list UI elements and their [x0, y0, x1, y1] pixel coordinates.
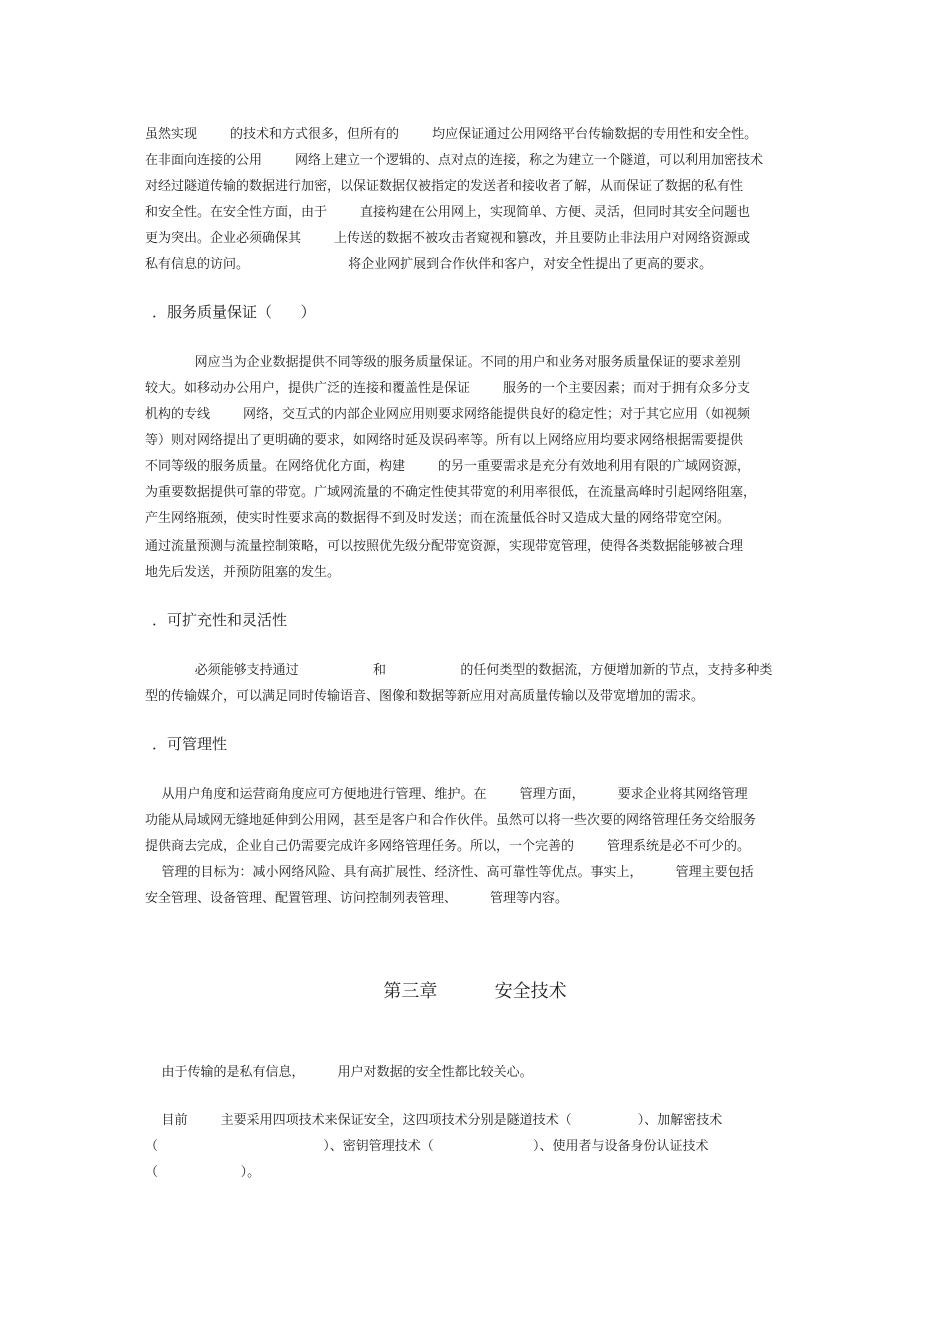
paragraph-line: 功能从局域网无缝地延伸到公用网，甚至是客户和合作伙伴。虽然可以将一些次要的网络管理任务交给服务	[145, 813, 757, 828]
paragraph-line: 地先后发送，并预防阻塞的发生。	[145, 565, 341, 580]
paragraph-line: （ ）。	[145, 1165, 261, 1180]
paragraph-line: 较大。如移动办公用户，提供广泛的连接和覆盖性是保证 服务的一个主要因素；而对于拥有众多分支	[145, 381, 751, 396]
chapter-title: 第三章 安全技术	[383, 981, 567, 1002]
paragraph-line: 更为突出。企业必须确保其 上传送的数据不被攻击者窥视和篡改，并且要防止非法用户对网络资源或	[145, 231, 751, 246]
paragraph-line: 私有信息的访问。 将企业网扩展到合作伙伴和客户，对安全性提出了更高的要求。	[145, 257, 713, 272]
paragraph-line: 提供商去完成，企业自己仍需要完成许多网络管理任务。所以，一个完善的 管理系统是必不可少的。	[145, 839, 751, 854]
paragraph-line: 为重要数据提供可靠的带宽。广域网流量的不确定性使其带宽的利用率很低，在流量高峰时引起网络阻塞，	[145, 485, 757, 500]
paragraph-line: 产生网络瓶颈，使实时性要求高的数据得不到及时发送；而在流量低谷时又造成大量的网络带宽空闲。	[145, 511, 731, 526]
paragraph-line: 安全管理、设备管理、配置管理、访问控制列表管理、 管理等内容。	[145, 891, 569, 906]
paragraph-line: 机构的专线 网络，交互式的内部企业网应用则要求网络能提供良好的稳定性；对于其它应用（如视频	[145, 407, 751, 422]
paragraph-line: 目前 主要采用四项技术来保证安全，这四项技术分别是隧道技术（ ）、加解密技术	[145, 1113, 723, 1128]
section-heading-qos: ．服务质量保证（ ）	[152, 303, 316, 321]
paragraph-line: 型的传输媒介，可以满足同时传输语音、图像和数据等新应用对高质量传输以及带宽增加的需求。	[145, 689, 705, 704]
paragraph-line: （ ）、密钥管理技术（ ）、使用者与设备身份认证技术	[145, 1139, 709, 1154]
paragraph-line: 网应当为企业数据提供不同等级的服务质量保证。不同的用户和业务对服务质量保证的要求差别	[145, 355, 741, 370]
paragraph-line: 虽然实现 的技术和方式很多，但所有的 均应保证通过公用网络平台传输数据的专用性和安全性。	[145, 127, 758, 142]
paragraph-line: 由于传输的是私有信息， 用户对数据的安全性都比较关心。	[145, 1065, 533, 1080]
section-heading-scalability: ．可扩充性和灵活性	[152, 611, 288, 629]
paragraph-line: 必须能够支持通过 和 的任何类型的数据流，方便增加新的节点，支持多种类	[145, 663, 773, 678]
paragraph-line: 从用户角度和运营商角度应可方便地进行管理、维护。在 管理方面， 要求企业将其网络管理	[145, 787, 748, 802]
paragraph-line: 等）则对网络提出了更明确的要求，如网络时延及误码率等。所有以上网络应用均要求网络根据需要提供	[145, 433, 744, 448]
paragraph-line: 和安全性。在安全性方面，由于 直接构建在公用网上，实现简单、方便、灵活，但同时其安全问题也	[145, 205, 751, 220]
paragraph-line: 管理的目标为：减小网络风险、具有高扩展性、经济性、高可靠性等优点。事实上， 管理主要包括	[145, 865, 754, 880]
paragraph-line: 对经过隧道传输的数据进行加密，以保证数据仅被指定的发送者和接收者了解，从而保证了数据的私有性	[145, 179, 744, 194]
paragraph-line: 通过流量预测与流量控制策略，可以按照优先级分配带宽资源，实现带宽管理，使得各类数据能够被合理	[145, 539, 744, 554]
section-heading-manageability: ．可管理性	[152, 735, 228, 753]
paragraph-line: 在非面向连接的公用 网络上建立一个逻辑的、点对点的连接，称之为建立一个隧道，可以利用加密技术	[145, 153, 764, 168]
paragraph-line: 不同等级的服务质量。在网络优化方面，构建 的另一重要需求是充分有效地利用有限的广域网资源，	[145, 459, 751, 474]
